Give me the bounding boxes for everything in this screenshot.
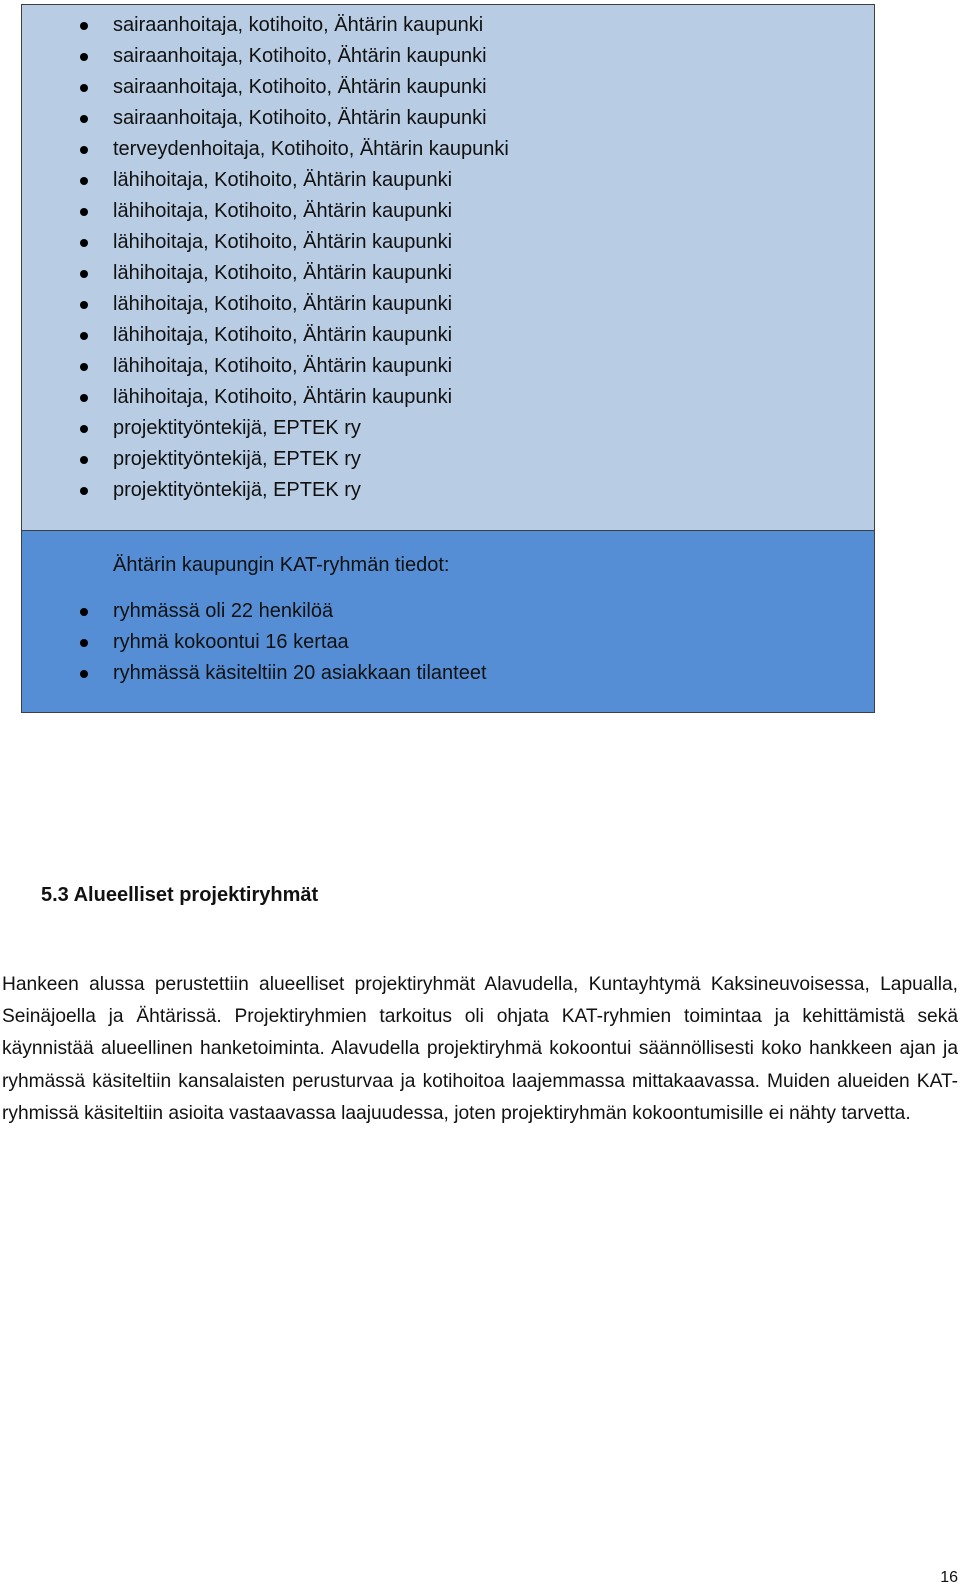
bullet-icon [80, 425, 88, 433]
list-item [22, 596, 874, 627]
list-item-text: sairaanhoitaja, Kotihoito, Ähtärin kaupunki [113, 107, 487, 129]
bullet-icon [80, 456, 88, 464]
list-item [22, 658, 874, 689]
list-item-text: ryhmä kokoontui 16 kertaa [113, 631, 349, 653]
bullet-icon [80, 84, 88, 92]
staff-list [22, 10, 874, 506]
list-item-text: lähihoitaja, Kotihoito, Ähtärin kaupunki [113, 231, 453, 253]
list-item [22, 72, 874, 103]
bullet-icon [80, 239, 88, 247]
list-item-text: projektityöntekijä, EPTEK ry [113, 479, 361, 501]
bullet-icon [80, 53, 88, 61]
page-number: 16 [940, 1569, 958, 1586]
list-item-text: lähihoitaja, Kotihoito, Ähtärin kaupunki [113, 262, 453, 284]
list-item-text: lähihoitaja, Kotihoito, Ähtärin kaupunki [113, 355, 453, 377]
list-item [22, 196, 874, 227]
list-item-text: sairaanhoitaja, Kotihoito, Ähtärin kaupunki [113, 76, 487, 98]
section-heading: 5.3 Alueelliset projektiryhmät [41, 884, 319, 906]
list-item [22, 41, 874, 72]
kat-info-heading: Ähtärin kaupungin KAT-ryhmän tiedot: [113, 554, 450, 576]
list-item [22, 103, 874, 134]
list-item [22, 382, 874, 413]
list-item-text: lähihoitaja, Kotihoito, Ähtärin kaupunki [113, 386, 453, 408]
list-item-text: sairaanhoitaja, kotihoito, Ähtärin kaupunki [113, 14, 484, 36]
list-item [22, 165, 874, 196]
kat-info-box [21, 530, 875, 713]
bullet-icon [80, 301, 88, 309]
list-item-text: projektityöntekijä, EPTEK ry [113, 448, 361, 470]
list-item-text: projektityöntekijä, EPTEK ry [113, 417, 361, 439]
bullet-icon [80, 670, 88, 678]
bullet-icon [80, 487, 88, 495]
bullet-icon [80, 146, 88, 154]
list-item [22, 320, 874, 351]
bullet-icon [80, 363, 88, 371]
list-item-text: ryhmässä käsiteltiin 20 asiakkaan tilanteet [113, 662, 487, 684]
bullet-icon [80, 639, 88, 647]
list-item-text: lähihoitaja, Kotihoito, Ähtärin kaupunki [113, 324, 453, 346]
kat-info-list [22, 596, 874, 689]
list-item-text: lähihoitaja, Kotihoito, Ähtärin kaupunki [113, 293, 453, 315]
list-item-text: terveydenhoitaja, Kotihoito, Ähtärin kaupunki [113, 138, 509, 160]
list-item-text: lähihoitaja, Kotihoito, Ähtärin kaupunki [113, 169, 453, 191]
bullet-icon [80, 270, 88, 278]
bullet-icon [80, 115, 88, 123]
section-paragraph: Hankeen alussa perustettiin alueelliset projektiryhmät Alavudella, Kuntayhtymä Kaksineuvoisessa, Lapualla, Seinäjoella ja Ähtärissä. Projektiryhmien tarkoitus oli ohjata KAT-ryhmien toimintaa ja kehittämistä sekä käynnistää alueellinen hanketoiminta. Alavudella projektiryhmä kokoontui säännöllisesti koko hankkeen ajan ja ryhmässä käsiteltiin kansalaisten perusturvaa ja kotihoitoa laajemmassa mittakaavassa. Muiden alueiden KAT-ryhmissä käsiteltiin asioita vastaavassa laajuudessa, joten projektiryhmän kokoontumisille ei nähty tarvetta. [2, 974, 958, 1124]
list-item [22, 134, 874, 165]
bullet-icon [80, 177, 88, 185]
list-item [22, 227, 874, 258]
staff-list-box [21, 4, 875, 531]
list-item [22, 10, 874, 41]
list-item [22, 444, 874, 475]
list-item [22, 627, 874, 658]
list-item [22, 258, 874, 289]
bullet-icon [80, 22, 88, 30]
list-item-text: sairaanhoitaja, Kotihoito, Ähtärin kaupunki [113, 45, 487, 67]
list-item [22, 351, 874, 382]
bullet-icon [80, 208, 88, 216]
list-item-text: ryhmässä oli 22 henkilöä [113, 600, 334, 622]
list-item [22, 413, 874, 444]
bullet-icon [80, 608, 88, 616]
list-item-text: lähihoitaja, Kotihoito, Ähtärin kaupunki [113, 200, 453, 222]
list-item [22, 475, 874, 506]
bullet-icon [80, 394, 88, 402]
list-item [22, 289, 874, 320]
bullet-icon [80, 332, 88, 340]
